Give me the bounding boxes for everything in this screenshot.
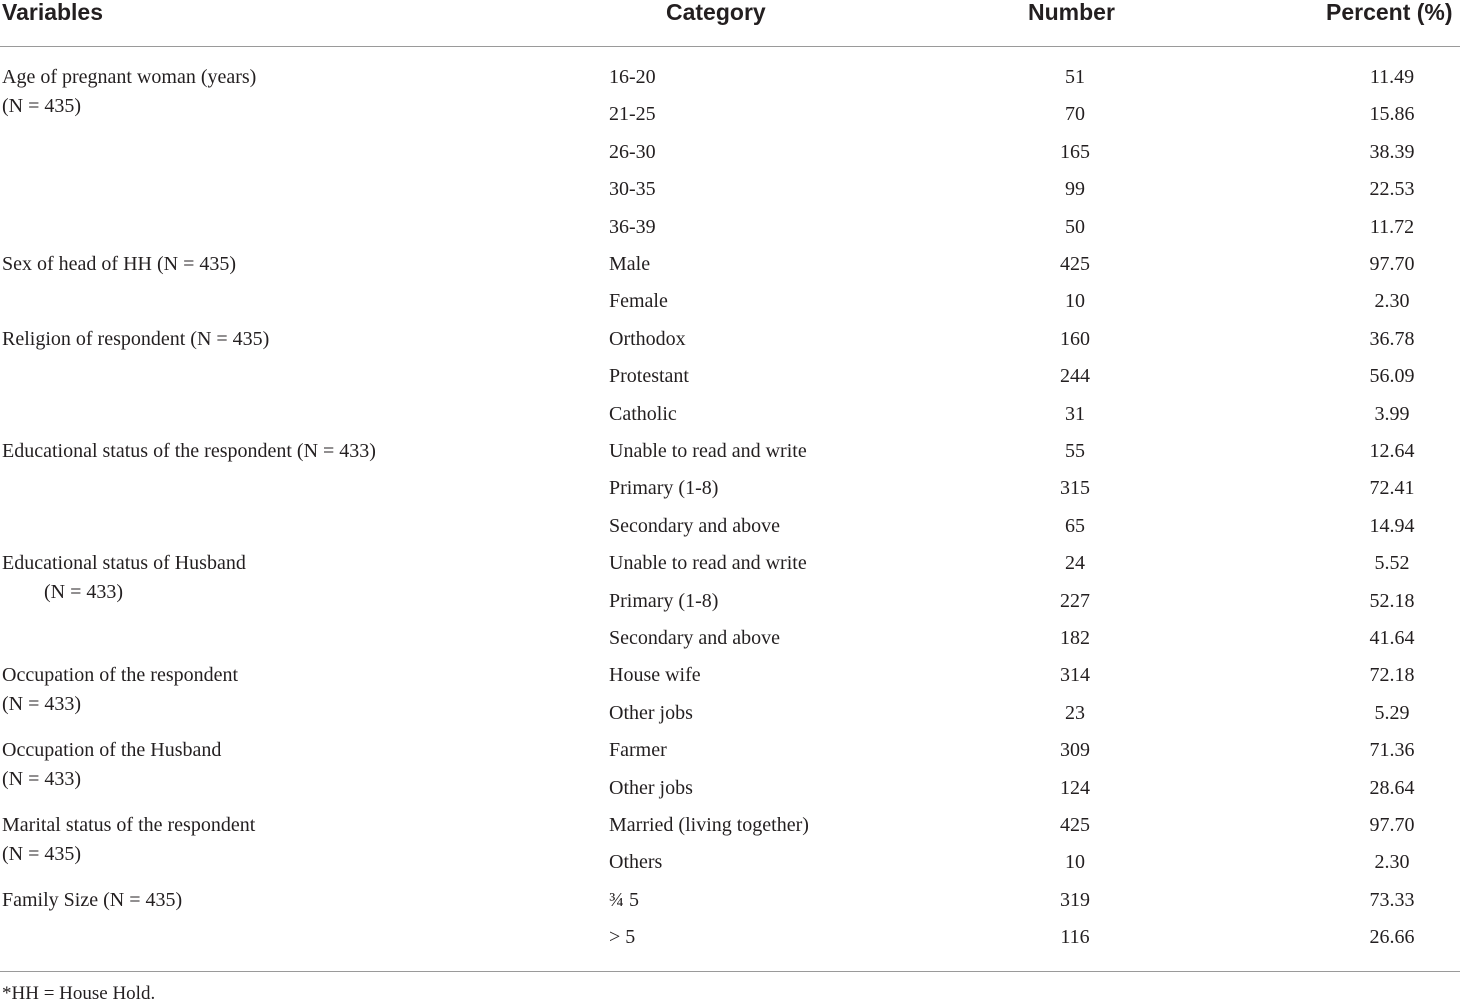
variable-line: Educational status of Husband [2, 552, 246, 575]
cell-percent: 28.64 [1369, 776, 1415, 799]
cell-number: 314 [1060, 664, 1090, 687]
cell-category: > 5 [609, 926, 636, 949]
cell-number: 24 [1065, 552, 1085, 575]
table-row [0, 325, 1460, 362]
cell-category: Other jobs [609, 701, 693, 724]
cell-percent: 41.64 [1369, 627, 1415, 649]
cell-number: 160 [1060, 327, 1090, 350]
cell-category: Farmer [609, 739, 667, 762]
cell-category: 21-25 [609, 103, 656, 126]
table-row [0, 923, 1460, 960]
cell-number: 70 [1065, 103, 1085, 126]
cell-number: 31 [1065, 402, 1085, 425]
cell-number: 23 [1065, 701, 1085, 724]
table-row [0, 624, 1460, 661]
cell-number: 227 [1060, 589, 1090, 612]
table-row [0, 287, 1460, 324]
cell-number: 55 [1065, 440, 1085, 462]
cell-percent: 12.64 [1369, 440, 1415, 462]
header-rule [0, 46, 1460, 47]
cell-percent: 26.66 [1369, 926, 1415, 949]
footnote: *HH = House Hold. [2, 983, 156, 1004]
table-row [0, 400, 1460, 437]
cell-category: Protestant [609, 365, 689, 388]
variable-line: Sex of head of HH (N = 435) [2, 253, 237, 275]
cell-category: 30-35 [609, 178, 656, 201]
cell-percent: 72.18 [1369, 664, 1415, 687]
cell-number: 319 [1060, 888, 1090, 911]
cell-category: House wife [609, 664, 701, 687]
cell-number: 50 [1065, 215, 1085, 238]
variable-line: (N = 433) [44, 581, 124, 604]
cell-category: 26-30 [609, 140, 656, 163]
cell-number: 51 [1065, 66, 1085, 88]
cell-number: 10 [1065, 851, 1085, 874]
cell-variable [2, 886, 182, 915]
cell-number: 10 [1065, 290, 1085, 313]
table-row [0, 512, 1460, 549]
cell-category: Primary (1-8) [609, 477, 719, 500]
cell-number: 425 [1060, 253, 1090, 275]
variable-line: Marital status of the respondent [2, 814, 256, 836]
cell-category: ¾ 5 [609, 888, 639, 911]
cell-number: 315 [1060, 477, 1090, 500]
cell-percent: 5.52 [1374, 552, 1410, 575]
variable-line: Occupation of the respondent [2, 664, 239, 687]
cell-percent: 56.09 [1369, 365, 1415, 388]
table-row [0, 474, 1460, 511]
cell-number: 425 [1060, 814, 1090, 836]
table-row [0, 213, 1460, 250]
cell-percent: 3.99 [1374, 402, 1410, 425]
table-row [0, 250, 1460, 287]
cell-category: 36-39 [609, 215, 656, 238]
table-row [0, 362, 1460, 399]
cell-percent: 22.53 [1369, 178, 1415, 201]
bottom-rule [0, 971, 1460, 972]
cell-variable [2, 325, 269, 354]
cell-number: 65 [1065, 514, 1085, 537]
cell-category: Orthodox [609, 327, 686, 350]
cell-percent: 97.70 [1369, 814, 1415, 836]
cell-number: 309 [1060, 739, 1090, 762]
table-row [0, 848, 1460, 885]
cell-category: Unable to read and write [609, 552, 807, 575]
cell-number: 244 [1060, 365, 1090, 388]
cell-number: 165 [1060, 140, 1090, 163]
cell-percent: 2.30 [1374, 290, 1410, 313]
cell-number: 124 [1060, 776, 1090, 799]
cell-category: Married (living together) [609, 814, 809, 836]
table-row [0, 437, 1460, 474]
cell-percent: 38.39 [1369, 140, 1415, 163]
cell-number: 99 [1065, 178, 1085, 201]
variable-line: Family Size (N = 435) [2, 888, 183, 911]
cell-category: Unable to read and write [609, 440, 807, 462]
cell-variable [2, 250, 236, 279]
cell-percent: 14.94 [1369, 514, 1415, 537]
cell-percent: 5.29 [1374, 701, 1410, 724]
cell-percent: 36.78 [1369, 327, 1415, 350]
table-header [0, 0, 1460, 46]
cell-percent: 97.70 [1369, 253, 1415, 275]
cell-number: 116 [1060, 926, 1090, 949]
variable-line: Religion of respondent (N = 435) [2, 327, 270, 350]
header-variables: Variables [2, 0, 104, 25]
table-row [0, 175, 1460, 212]
variable-line: Educational status of the respondent (N = 433) [2, 440, 376, 462]
cell-category: Secondary and above [609, 514, 781, 537]
cell-percent: 2.30 [1374, 851, 1410, 874]
cell-category: Female [609, 290, 668, 313]
header-category: Category [666, 0, 766, 25]
cell-category: Secondary and above [609, 627, 781, 649]
cell-category: Male [609, 253, 651, 275]
cell-number: 182 [1060, 627, 1090, 649]
cell-percent: 15.86 [1369, 103, 1415, 126]
cell-category: 16-20 [609, 66, 656, 88]
variable-line: (N = 435) [2, 843, 82, 865]
cell-variable [2, 437, 376, 466]
cell-percent: 71.36 [1369, 739, 1415, 762]
variable-line: (N = 435) [2, 95, 82, 117]
cell-category: Others [609, 851, 663, 874]
variable-line: Age of pregnant woman (years) [2, 66, 257, 88]
cell-percent: 11.72 [1369, 215, 1415, 238]
cell-category: Catholic [609, 402, 677, 425]
cell-category: Other jobs [609, 776, 693, 799]
header-percent: Percent (%) [1326, 0, 1453, 25]
table-row [0, 100, 1460, 137]
variable-line: (N = 433) [2, 693, 82, 716]
table-row [0, 774, 1460, 811]
cell-category: Primary (1-8) [609, 589, 719, 612]
cell-percent: 52.18 [1369, 589, 1415, 612]
table-row [0, 587, 1460, 624]
table-row [0, 886, 1460, 923]
header-number: Number [1028, 0, 1115, 25]
variable-line: Occupation of the Husband [2, 739, 222, 762]
variable-line: (N = 433) [2, 768, 82, 791]
cell-percent: 73.33 [1369, 888, 1415, 911]
table-row [0, 138, 1460, 175]
cell-percent: 11.49 [1369, 66, 1415, 88]
table-row [0, 699, 1460, 736]
cell-percent: 72.41 [1369, 477, 1415, 500]
